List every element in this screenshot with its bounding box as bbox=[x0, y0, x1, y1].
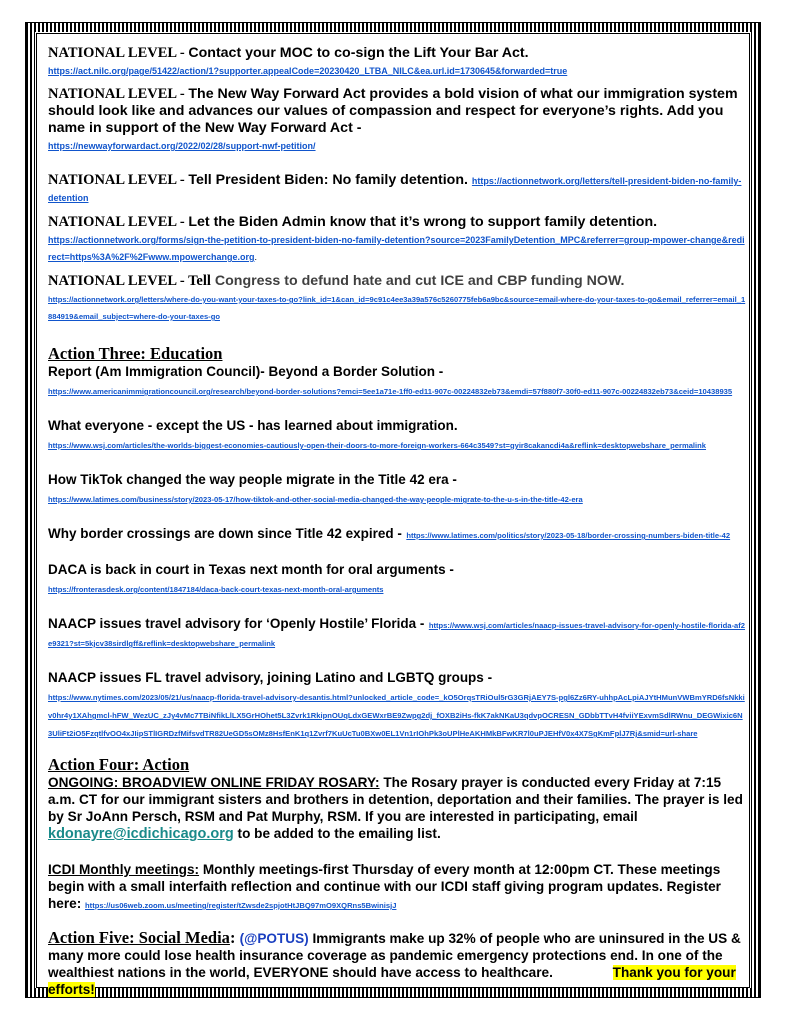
national-item-4: NATIONAL LEVEL - Let the Biden Admin know that it’s wrong to support family detention. https://actionnetwork.org/forms/sign-the-petition-to-president-biden-no-family-detention?source=2023FamilyDetention_MPC&referrer=group-mpower-change&redirect=https%3A%2F%2Fwww.mpowerchange.org. bbox=[48, 214, 745, 262]
national-item-3: NATIONAL LEVEL - Tell President Biden: No family detention. https://actionnetwork.org/letters/tell-president-biden-no-family-detention bbox=[48, 172, 742, 203]
edu-item-6 bbox=[48, 615, 746, 651]
meetings-paragraph: ICDI Monthly meetings: Monthly meetings-first Thursday of every month at 12:00pm CT. These meetings begin with a small interfaith reflection and continue with our ICDI staff giving program updates. Register here: https://us06web.zoom.us/meeting/register/tZwsde2spjotHtJBQ97mO9XQRns5BwinisjJ bbox=[48, 862, 721, 911]
level-label: NATIONAL LEVEL bbox=[48, 273, 177, 289]
item-text: Congress to defund hate and cut ICE and CBP funding NOW. bbox=[214, 273, 625, 289]
edu-item-3 bbox=[48, 471, 746, 507]
document-body bbox=[48, 43, 746, 998]
social-media-paragraph: Action Five: Social Media: (@POTUS) Immigrants make up 32% of people who are uninsured in the US & many more could lose health insurance coverage as pandemic emergency protections end. In one of the wealthiest nations in the world, EVERYONE should have access to healthcare. Thank you for your efforts! bbox=[48, 928, 741, 997]
item-text: What everyone - except the US - has learned about immigration. bbox=[48, 418, 458, 433]
national-item-5: NATIONAL LEVEL - Tell Congress to defund hate and cut ICE and CBP funding NOW. https://actionnetwork.org/letters/where-do-you-want-your-taxes-to-go?link_id=1&can_id=9c91c4ee3a39a576c5260775feb6a9bc&source=email-where-do-your-taxes-to-go&email_referrer=email_1884919&email_subject=where-do-your-taxes-go bbox=[48, 273, 746, 321]
item-text: How TikTok changed the way people migrate in the Title 42 era - bbox=[48, 472, 457, 487]
item-text: NAACP issues FL travel advisory, joining Latino and LGBTQ groups - bbox=[48, 670, 493, 685]
level-label: NATIONAL LEVEL bbox=[48, 214, 177, 230]
potus-handle[interactable]: (@POTUS) bbox=[239, 931, 309, 946]
national-item-2: NATIONAL LEVEL - The New Way Forward Act provides a bold vision of what our immigration system should look like and advances our values of compassion and respect for everyone’s rights. Add you name in support of the New Way Forward Act - https://newwayforwardact.org/2022/02/28/support-nwf-petition/ bbox=[48, 86, 738, 151]
national-item-1: NATIONAL LEVEL - Contact your MOC to co-sign the Lift Your Bar Act. https://act.nilc.org/page/51422/action/1?supporter.appealCode=20230420_LTBA_NILC&ea.url.id=1730645&forwarded=true bbox=[48, 45, 568, 76]
item-link[interactable]: https://newwayforwardact.org/2022/02/28/support-nwf-petition/ bbox=[48, 141, 316, 151]
item-text: Why border crossings are down since Title 42 expired - bbox=[48, 526, 402, 541]
item-link[interactable]: https://actionnetwork.org/letters/where-do-you-want-your-taxes-to-go?link_id=1&can_id=9c91c4ee3a39a576c5260775feb6a9bc&source=email-where-do-your-taxes-to-go&email_referrer=email_1884919&email_subject=where-do-your-taxes-go bbox=[48, 295, 746, 321]
item-link[interactable]: https://actionnetwork.org/letters/tell-president-biden-no-family-detention bbox=[48, 176, 742, 203]
edu-item-7 bbox=[48, 669, 746, 741]
item-text: The New Way Forward Act provides a bold vision of what our immigration system should look like and advances our values of compassion and respect for everyone’s rights. Add you name in support of the New Way Forward Act - bbox=[48, 86, 738, 136]
item-text: DACA is back in court in Texas next month for oral arguments - bbox=[48, 562, 454, 577]
thank-you-highlight: Thank you for your efforts! bbox=[48, 965, 736, 997]
section-title-education: Action Three: Education bbox=[48, 344, 223, 363]
item-link[interactable]: https://www.latimes.com/business/story/2023-05-17/how-tiktok-and-other-social-media-changed-the-way-people-migrate-to-the-u-s-in-the-title-42-era bbox=[48, 495, 583, 504]
section-title-action: Action Four: Action bbox=[48, 755, 190, 774]
item-link[interactable]: https://act.nilc.org/page/51422/action/1?supporter.appealCode=20230420_LTBA_NILC&ea.url.id=1730645&forwarded=true bbox=[48, 66, 568, 76]
edu-item-5 bbox=[48, 561, 746, 597]
meetings-heading: ICDI Monthly meetings: bbox=[48, 862, 200, 877]
item-text: Report (Am Immigration Council)- Beyond a Border Solution - bbox=[48, 364, 444, 379]
item-link[interactable]: https://www.americanimmigrationcouncil.org/research/beyond-border-solutions?emci=5ee1a71e-1ff0-ed11-907c-00224832eb73&emdi=57f880f7-30f0-ed11-907c-00224832eb73&ceid=10438935 bbox=[48, 387, 733, 396]
item-link[interactable]: https://www.wsj.com/articles/naacp-issues-travel-advisory-for-openly-hostile-florida-af2e9321?st=5kjcv38sirdlgff&reflink=desktopwebshare_permalink bbox=[48, 621, 746, 648]
item-link[interactable]: https://actionnetwork.org/forms/sign-the-petition-to-president-biden-no-family-detention?source=2023FamilyDetention_MPC&referrer=group-mpower-change&redirect=https%3A%2F%2Fwww.mpowerchange.org bbox=[48, 235, 745, 262]
rosary-heading: ONGOING: BROADVIEW ONLINE FRIDAY ROSARY: bbox=[48, 775, 380, 790]
email-link[interactable]: kdonayre@icdichicago.org bbox=[48, 826, 234, 842]
level-label: NATIONAL LEVEL bbox=[48, 86, 177, 102]
edu-item-4 bbox=[48, 525, 746, 543]
edu-item-1 bbox=[48, 363, 746, 399]
item-text: Let the Biden Admin know that it’s wrong to support family detention. bbox=[188, 214, 658, 230]
edu-item-2 bbox=[48, 417, 746, 453]
item-link[interactable]: https://www.nytimes.com/2023/05/21/us/naacp-florida-travel-advisory-desantis.html?unlocked_article_code=_kO5OrqsTRiOul5rG3GRjAEY7S-pgl6Zz6RY-uhhpAcLpiAJYtHMunVWBmYRD6fsNkkiv0hr4y1XAhgmcl-hFW_WezUC_zJy4vMc7TBiNfikLlLX5GrHOhet5L3Zvrk1RkipnOUqLdxGEWxrBE9Zwpg2dj_fOXB2iHs-fkK7akNKaU3qdvpOCRESN_GDbbTTvH4fviiYExvmSdlRWnu_DEGWixic6N3UliFt2iO5FzqtlfvOO4xJIipSTlIGRDzfMifsvdTR82UeGD5sOMz8HsfEnK1q1Zvrf7KuUcTu0BXw0EL1Vn1rIOhPk3oUPlHeAKHMkBFwKR7l0uPJEHfV0x4X7SgKmFplJ7Rj&smid=url-share bbox=[48, 693, 745, 738]
item-link[interactable]: https://www.latimes.com/politics/story/2023-05-18/border-crossing-numbers-biden-title-42 bbox=[406, 531, 731, 540]
section-title-social-media: Action Five: Social Media bbox=[48, 928, 230, 947]
item-text: Contact your MOC to co-sign the Lift Your Bar Act. bbox=[188, 45, 529, 61]
item-text: NAACP issues travel advisory for ‘Openly Hostile’ Florida - bbox=[48, 616, 425, 631]
rosary-paragraph: ONGOING: BROADVIEW ONLINE FRIDAY ROSARY: The Rosary prayer is conducted every Friday at 7:15 a.m. CT for our immigrant sisters and brothers in detention, deportation and their families. The prayer is led by Sr JoAnn Persch, RSM and Pat Murphy, RSM. If you are interested in participating, email kdonayre@icdichicago.org to be added to the emailing list. bbox=[48, 775, 743, 842]
level-label: NATIONAL LEVEL bbox=[48, 45, 177, 61]
register-link[interactable]: https://us06web.zoom.us/meeting/register/tZwsde2spjotHtJBQ97mO9XQRns5BwinisjJ bbox=[85, 901, 397, 910]
item-text: Tell President Biden: No family detention. bbox=[188, 172, 468, 188]
item-link[interactable]: https://www.wsj.com/articles/the-worlds-biggest-economies-cautiously-open-their-doors-to-more-foreign-workers-664c3549?st=gyir8cakancdi4a&reflink=desktopwebshare_permalink bbox=[48, 441, 707, 450]
level-label: NATIONAL LEVEL bbox=[48, 172, 177, 188]
item-link[interactable]: https://fronterasdesk.org/content/1847184/daca-back-court-texas-next-month-oral-arguments bbox=[48, 585, 384, 594]
